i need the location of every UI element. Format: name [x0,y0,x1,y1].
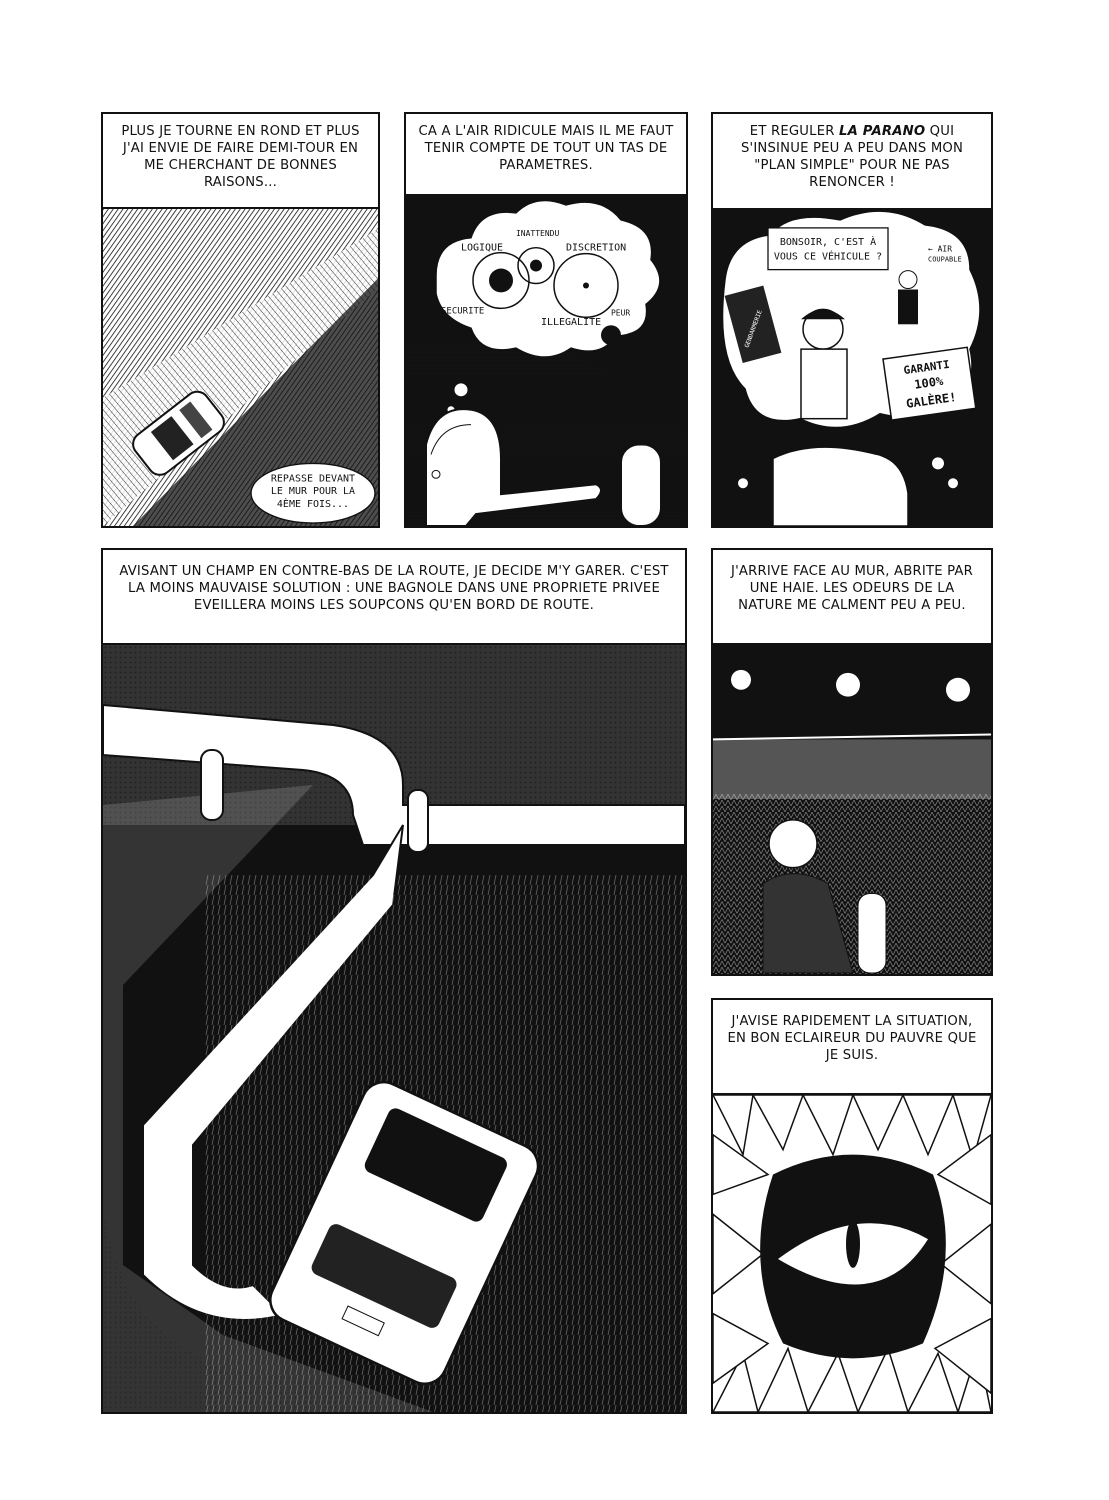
gendarmerie-label: GENDARMERIE [743,309,764,349]
art-thinking-head [406,196,686,526]
sign-line-1: GARANTI [902,357,951,378]
caption-3-emphasis: LA PARANO [838,124,926,139]
panel-6 [711,998,993,1414]
balloon-line-2: LE MUR POUR LA [270,486,356,498]
speech-bubble-gendarme [768,228,888,270]
sign-line-3: GALÈRE! [905,390,958,411]
caption-3-post: QUI S'INSINUE PEU A PEU DANS MON "PLAN SIMPLE" POUR NE PAS RENONCER ! [740,124,964,190]
air-label-2: COUPABLE [928,255,962,264]
art-field-parking [103,645,685,1412]
caption-6: J'AVISE RAPIDEMENT LA SITUATION, EN BON ECLAIREUR DU PAUVRE QUE JE SUIS. [713,1000,991,1095]
guarantee-sign [883,347,976,420]
caption-5: J'ARRIVE FACE AU MUR, ABRITE PAR UNE HAIE. LES ODEURS DE LA NATURE ME CALMENT PEU A PEU. [713,550,991,645]
speech-balloon [251,463,375,523]
thought-illegalite: ILLEGALITE [541,317,602,329]
panel-5 [711,548,993,976]
suspect-figure [898,271,918,325]
thought-securite: SECURITE [441,306,485,317]
speech-line-1: BONSOIR, C'EST À [779,236,877,248]
art-monster-eye [713,1095,991,1412]
thought-logique: LOGIQUE [461,242,504,254]
panel-2 [404,112,688,528]
caption-2: CA A L'AIR RIDICULE MAIS IL ME FAUT TENIR COMPTE DE TOUT UN TAS DE PARAMETRES. [406,114,686,196]
balloon-line-1: REPASSE DEVANT [270,473,356,485]
panel-4 [101,548,687,1414]
air-label-1: ← AIR [928,244,953,254]
sign-line-2: 100% [913,373,945,392]
thought-peur: PEUR [611,308,631,318]
caption-3 [713,114,991,210]
caption-1: PLUS JE TOURNE EN ROND ET PLUS J'AI ENVIE DE FAIRE DEMI-TOUR EN ME CHERCHANT DE BONNES RAISONS... [103,114,378,209]
speech-line-2: VOUS CE VÉHICULE ? [773,251,883,263]
thought-discretion: DISCRETION [566,242,627,254]
thought-inattendu: INATTENDU [516,228,560,238]
caption-4: AVISANT UN CHAMP EN CONTRE-BAS DE LA ROUTE, JE DECIDE M'Y GARER. C'EST LA MOINS MAUVAISE SOLUTION : UNE BAGNOLE DANS UNE PROPRIETE PRIVEE EVEILLERA MOINS LES SOUPCONS QU'EN BORD DE ROUTE. [103,550,685,645]
art-road-car [103,209,378,526]
balloon-line-3: 4ème FOIS... [276,499,350,511]
art-hedge-wall [713,645,991,974]
panel-3 [711,112,993,528]
art-paranoia-thought [713,210,991,526]
caption-3-pre: ET REGULER [749,124,839,139]
panel-1 [101,112,380,528]
